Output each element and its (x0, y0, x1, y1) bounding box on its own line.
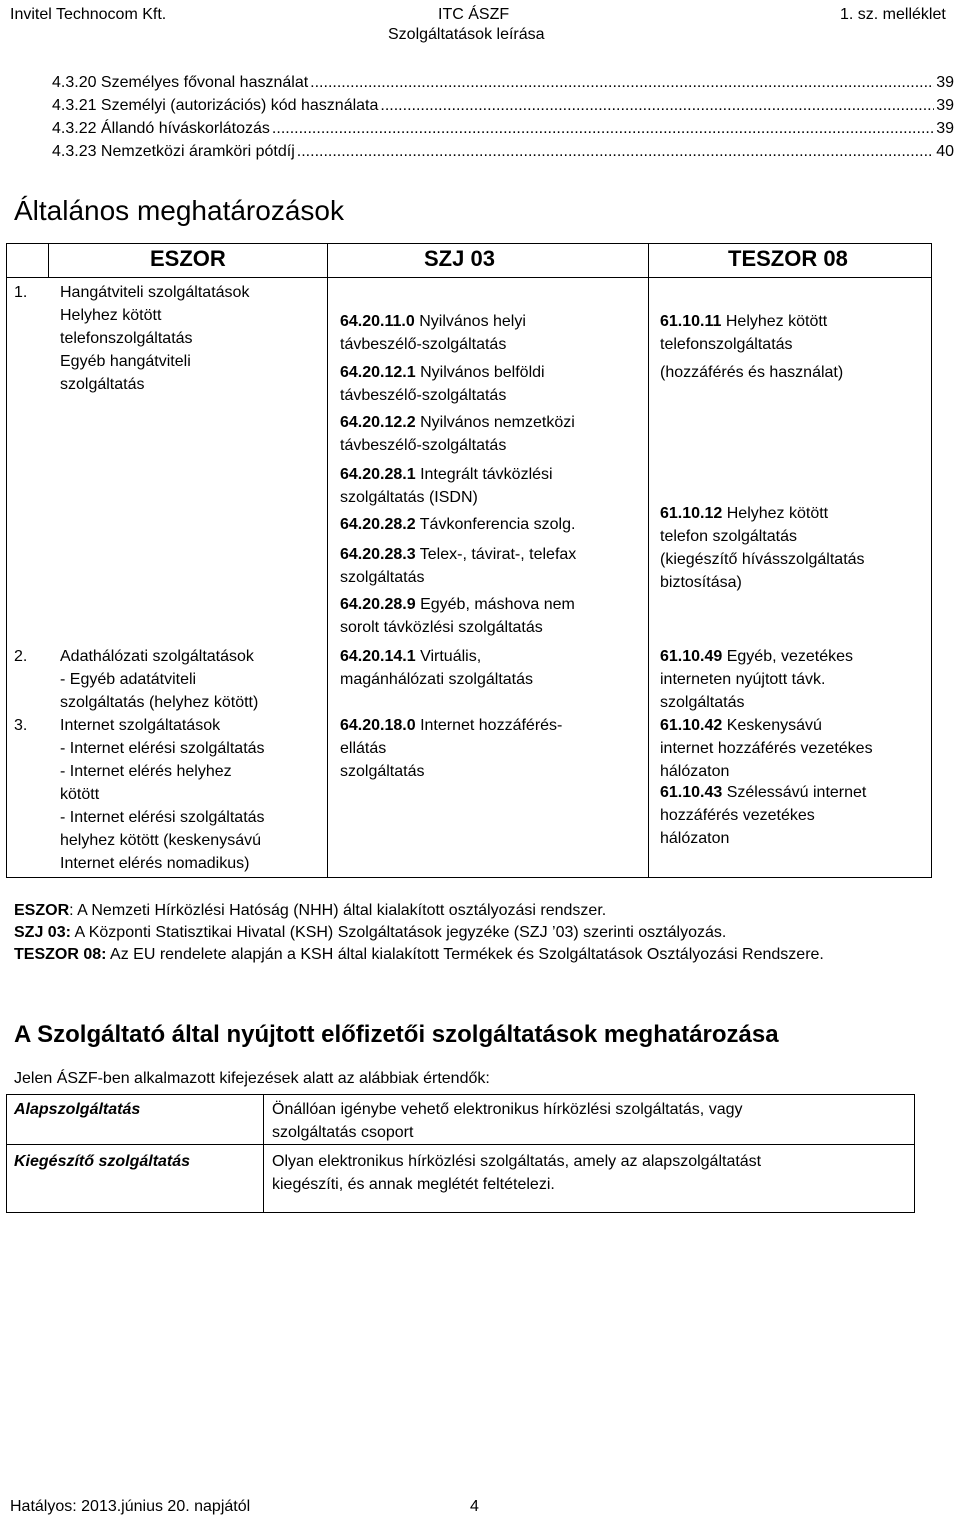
eszor-item: Adathálózati szolgáltatások (60, 648, 254, 665)
teszor-entry-cont: hálózaton (660, 830, 730, 847)
toc-entry[interactable]: 4.3.22 Állandó híváskorlátozás ..... 39 (52, 118, 954, 140)
teszor-entry: 61.10.49 Egyéb, vezetékes (660, 648, 854, 665)
header-subtitle: Szolgáltatások leírása (388, 26, 545, 43)
teszor-entry: 61.10.11 Helyhez kötött (660, 313, 828, 330)
szj-entry-cont: távbeszélő-szolgáltatás (340, 437, 507, 454)
eszor-item: helyhez kötött (keskenysávú (60, 832, 261, 849)
teszor-entry-cont: hozzáférés vezetékes (660, 807, 815, 824)
teszor-entry: 61.10.42 Keskenysávú (660, 717, 822, 734)
szj-entry: 64.20.11.0 Nyilvános helyi (340, 313, 526, 330)
szj-entry: 64.20.28.2 Távkonferencia szolg. (340, 516, 576, 533)
teszor-entry-cont: szolgáltatás (660, 694, 745, 711)
eszor-item: Internet elérés nomadikus) (60, 855, 250, 872)
toc-entry[interactable]: 4.3.20 Személyes fővonal használat ..... 39 (52, 72, 954, 94)
note-szj: SZJ 03: A Központi Statisztikai Hivatal (KSH) Szolgáltatások jegyzéke (SZJ ’03) szerinti osztályozás. (14, 924, 727, 941)
toc-entry[interactable]: 4.3.23 Nemzetközi áramköri pótdíj ..... 40 (52, 141, 954, 163)
note-eszor: ESZOR: A Nemzeti Hírközlési Hatóság (NHH) által kialakított osztályozási rendszer. (14, 902, 607, 919)
definition-text: szolgáltatás csoport (272, 1124, 414, 1141)
eszor-num: 3. (14, 717, 28, 734)
header-doc: ITC ÁSZF (438, 6, 510, 23)
teszor-entry: 61.10.43 Szélessávú internet (660, 784, 867, 801)
eszor-item: Hangátviteli szolgáltatások (60, 284, 250, 301)
teszor-entry-cont: telefonszolgáltatás (660, 336, 793, 353)
szj-entry-cont: távbeszélő-szolgáltatás (340, 387, 507, 404)
eszor-item: szolgáltatás (60, 376, 145, 393)
definition-term: Kiegészítő szolgáltatás (14, 1153, 191, 1170)
teszor-entry-cont: interneten nyújtott távk. (660, 671, 826, 688)
eszor-item: Egyéb hangátviteli (60, 353, 191, 370)
definition-term: Alapszolgáltatás (14, 1101, 141, 1118)
footer-valid: Hatályos: 2013.június 20. napjától (10, 1498, 251, 1515)
eszor-num: 2. (14, 648, 28, 665)
intro-text: Jelen ÁSZF-ben alkalmazott kifejezések alatt az alábbiak értendők: (14, 1070, 490, 1087)
teszor-entry-cont: biztosítása) (660, 574, 742, 591)
teszor-entry-cont: (hozzáférés és használat) (660, 364, 844, 381)
header-company: Invitel Technocom Kft. (10, 6, 167, 23)
eszor-item: - Internet elérési szolgáltatás (60, 740, 265, 757)
teszor-entry-cont: hálózaton (660, 763, 730, 780)
definition-text: kiegészíti, és annak meglétét feltételezi. (272, 1176, 555, 1193)
section-title-2: A Szolgáltató által nyújtott előfizetői szolgáltatások meghatározása (14, 1021, 779, 1048)
szj-entry: 64.20.12.1 Nyilvános belföldi (340, 364, 545, 381)
eszor-item: - Internet elérés helyhez (60, 763, 232, 780)
szj-entry: 64.20.28.3 Telex-, távirat-, telefax (340, 546, 577, 563)
eszor-item: Internet szolgáltatások (60, 717, 221, 734)
szj-entry-cont: szolgáltatás (ISDN) (340, 489, 478, 506)
eszor-item: - Egyéb adatátviteli (60, 671, 197, 688)
teszor-entry-cont: internet hozzáférés vezetékes (660, 740, 873, 757)
szj-entry: 64.20.12.2 Nyilvános nemzetközi (340, 414, 575, 431)
eszor-item: - Internet elérési szolgáltatás (60, 809, 265, 826)
szj-entry: 64.20.18.0 Internet hozzáférés- (340, 717, 563, 734)
szj-entry-cont: szolgáltatás (340, 763, 425, 780)
note-teszor: TESZOR 08: Az EU rendelete alapján a KSH által kialakított Termékek és Szolgáltatások Osztályozási Rendszere. (14, 946, 824, 963)
toc-entry[interactable]: 4.3.21 Személyi (autorizációs) kód használata ..... 39 (52, 95, 954, 117)
col-header-teszor: TESZOR 08 (728, 246, 848, 271)
teszor-entry-cont: (kiegészítő hívásszolgáltatás (660, 551, 865, 568)
szj-entry-cont: sorolt távközlési szolgáltatás (340, 619, 543, 636)
teszor-entry: 61.10.12 Helyhez kötött (660, 505, 829, 522)
section-title: Általános meghatározások (14, 195, 344, 226)
eszor-item: telefonszolgáltatás (60, 330, 193, 347)
definition-text: Önállóan igénybe vehető elektronikus hírközlési szolgáltatás, vagy (272, 1101, 743, 1118)
szj-entry-cont: szolgáltatás (340, 569, 425, 586)
eszor-item: Helyhez kötött (60, 307, 162, 324)
szj-entry: 64.20.14.1 Virtuális, (340, 648, 482, 665)
eszor-item: kötött (60, 786, 100, 803)
szj-entry: 64.20.28.1 Integrált távközlési (340, 466, 553, 483)
szj-entry: 64.20.28.9 Egyéb, máshova nem (340, 596, 575, 613)
szj-entry-cont: magánhálózati szolgáltatás (340, 671, 534, 688)
szj-entry-cont: ellátás (340, 740, 387, 757)
col-header-szj: SZJ 03 (424, 246, 495, 271)
eszor-num: 1. (14, 284, 28, 301)
teszor-entry-cont: telefon szolgáltatás (660, 528, 797, 545)
definition-text: Olyan elektronikus hírközlési szolgáltatás, amely az alapszolgáltatást (272, 1153, 762, 1170)
eszor-item: szolgáltatás (helyhez kötött) (60, 694, 259, 711)
footer-page-number: 4 (470, 1498, 479, 1515)
szj-entry-cont: távbeszélő-szolgáltatás (340, 336, 507, 353)
header-annex: 1. sz. melléklet (840, 6, 946, 23)
col-header-eszor: ESZOR (150, 246, 226, 271)
